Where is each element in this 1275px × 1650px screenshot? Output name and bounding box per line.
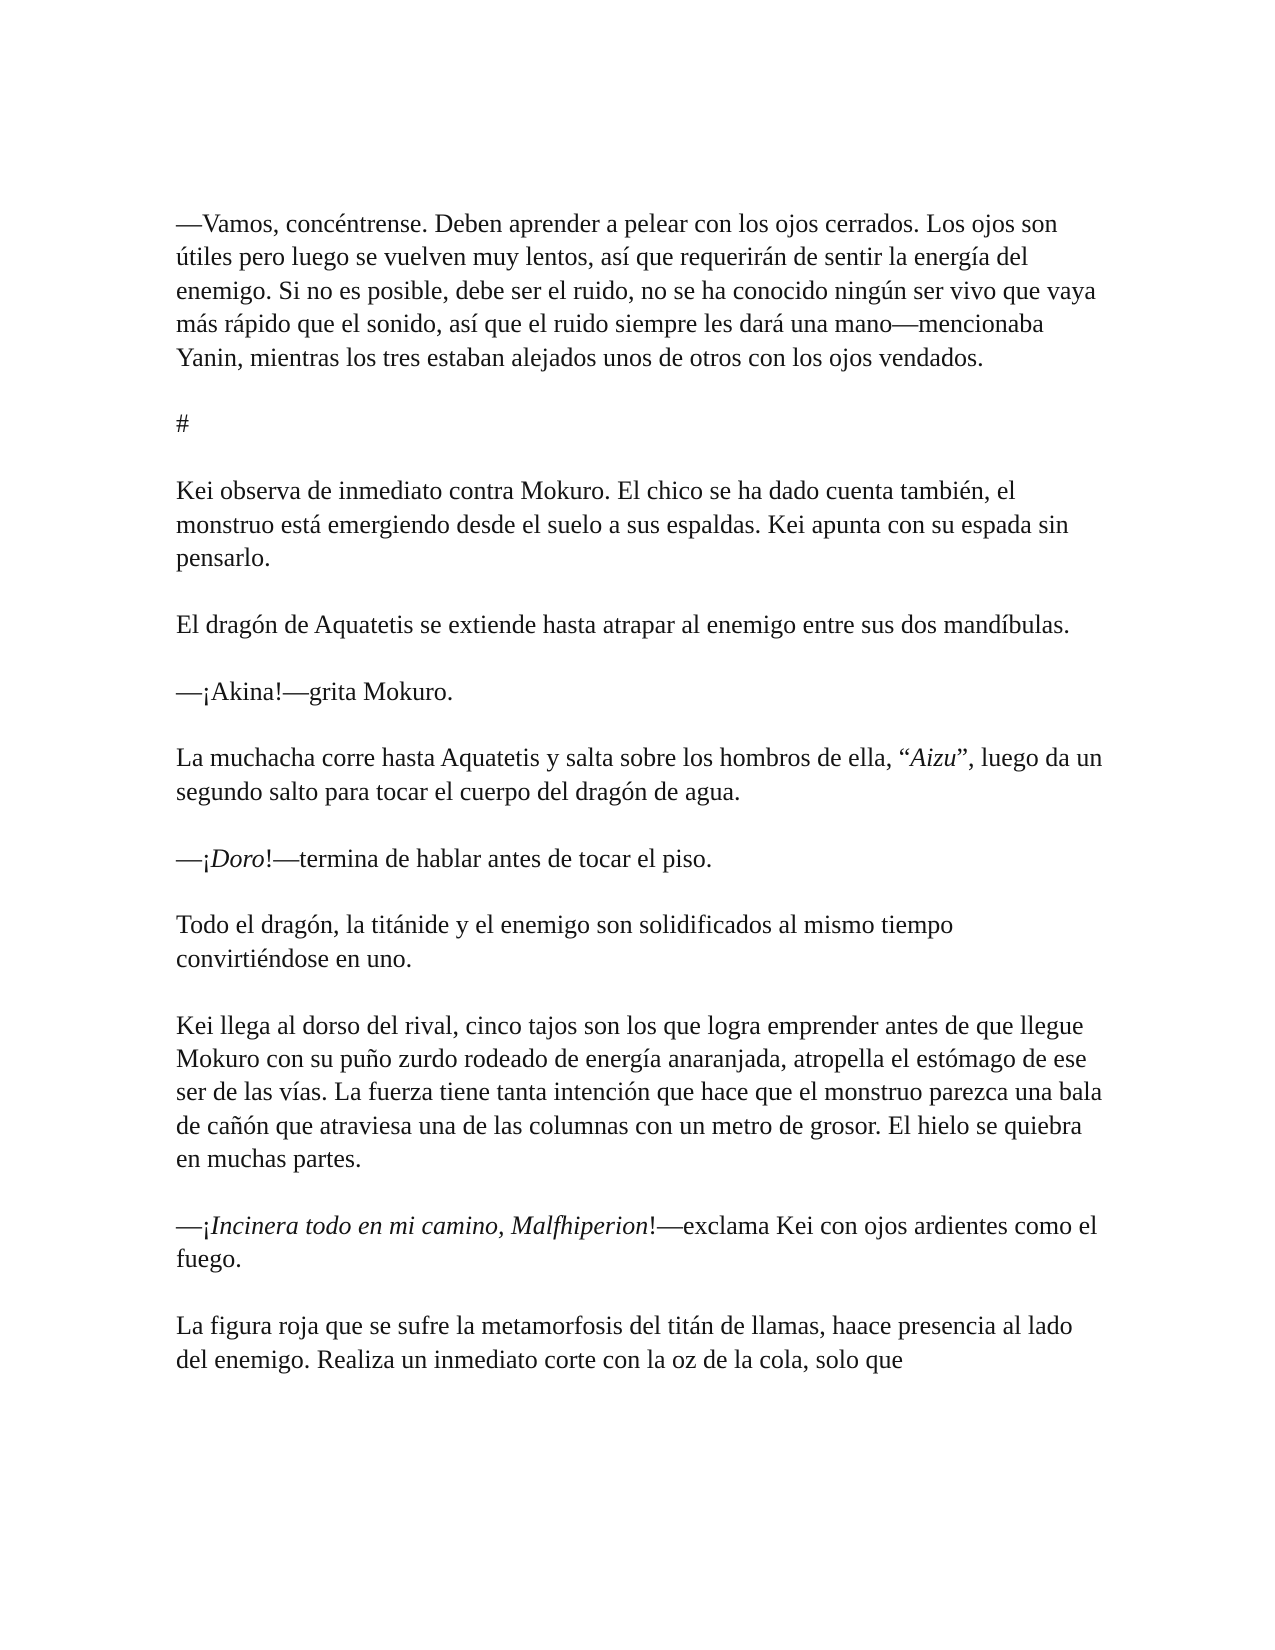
paragraph-text: !—exclama Kei con ojos ardientes como el fuego. bbox=[176, 1211, 1098, 1274]
paragraph-text: —¡ bbox=[176, 1211, 211, 1241]
italic-text: Aizu bbox=[910, 743, 957, 773]
paragraph-text: —¡Akina!—grita Mokuro. bbox=[176, 676, 454, 706]
paragraph bbox=[176, 675, 1106, 708]
paragraph bbox=[176, 908, 1106, 975]
paragraph-text: # bbox=[176, 409, 189, 439]
paragraph bbox=[176, 842, 1106, 875]
italic-text: Doro bbox=[210, 843, 265, 873]
paragraph bbox=[176, 741, 1106, 808]
italic-text: Incinera todo en mi camino, Malfhiperion bbox=[210, 1211, 649, 1241]
paragraph bbox=[176, 474, 1106, 574]
paragraph-text: El dragón de Aquatetis se extiende hasta atrapar al enemigo entre sus dos mandíbulas. bbox=[176, 609, 1070, 639]
paragraph-text: Todo el dragón, la titánide y el enemigo son solidificados al mismo tiempo convirtiéndose en uno. bbox=[176, 910, 954, 973]
paragraph-text: —Vamos, concéntrense. Deben aprender a pelear con los ojos cerrados. Los ojos son útiles pero luego se vuelven muy lentos, así que requerirán de sentir la energía del enemigo. Si no es posible, debe ser el ruido, no se ha conocido ningún ser vivo que vaya más rápido que el sonido, así que el ruido siempre les dará una mano—mencionaba Yanin, mientras los tres estaban alejados unos de otros con los ojos vendados. bbox=[176, 209, 1096, 372]
paragraph-text: La muchacha corre hasta Aquatetis y salta sobre los hombros de ella, “ bbox=[176, 743, 911, 773]
paragraph-text: La figura roja que se sufre la metamorfosis del titán de llamas, haace presencia al lado del enemigo. Realiza un inmediato corte con la oz de la cola, solo que bbox=[176, 1311, 1073, 1374]
paragraph bbox=[176, 1209, 1106, 1276]
paragraph bbox=[176, 608, 1106, 641]
document-body bbox=[176, 207, 1106, 1376]
paragraph-text: !—termina de hablar antes de tocar el piso. bbox=[264, 843, 713, 873]
paragraph-text: Kei observa de inmediato contra Mokuro. El chico se ha dado cuenta también, el monstruo está emergiendo desde el suelo a sus espaldas. Kei apunta con su espada sin pensarlo. bbox=[176, 476, 1069, 573]
paragraph bbox=[176, 407, 1106, 440]
paragraph bbox=[176, 207, 1106, 374]
paragraph bbox=[176, 1309, 1106, 1376]
paragraph-text: Kei llega al dorso del rival, cinco tajos son los que logra emprender antes de que llegue Mokuro con su puño zurdo rodeado de energía anaranjada, atropella el estómago de ese ser de las vías. La fuerza tiene tanta intención que hace que el monstruo parezca una bala de cañón que atraviesa una de las columnas con un metro de grosor. El hielo se quiebra en muchas partes. bbox=[176, 1010, 1103, 1174]
paragraph-text: ”, luego da un segundo salto para tocar el cuerpo del dragón de agua. bbox=[176, 743, 1103, 806]
paragraph bbox=[176, 1009, 1106, 1176]
paragraph-text: —¡ bbox=[176, 843, 211, 873]
